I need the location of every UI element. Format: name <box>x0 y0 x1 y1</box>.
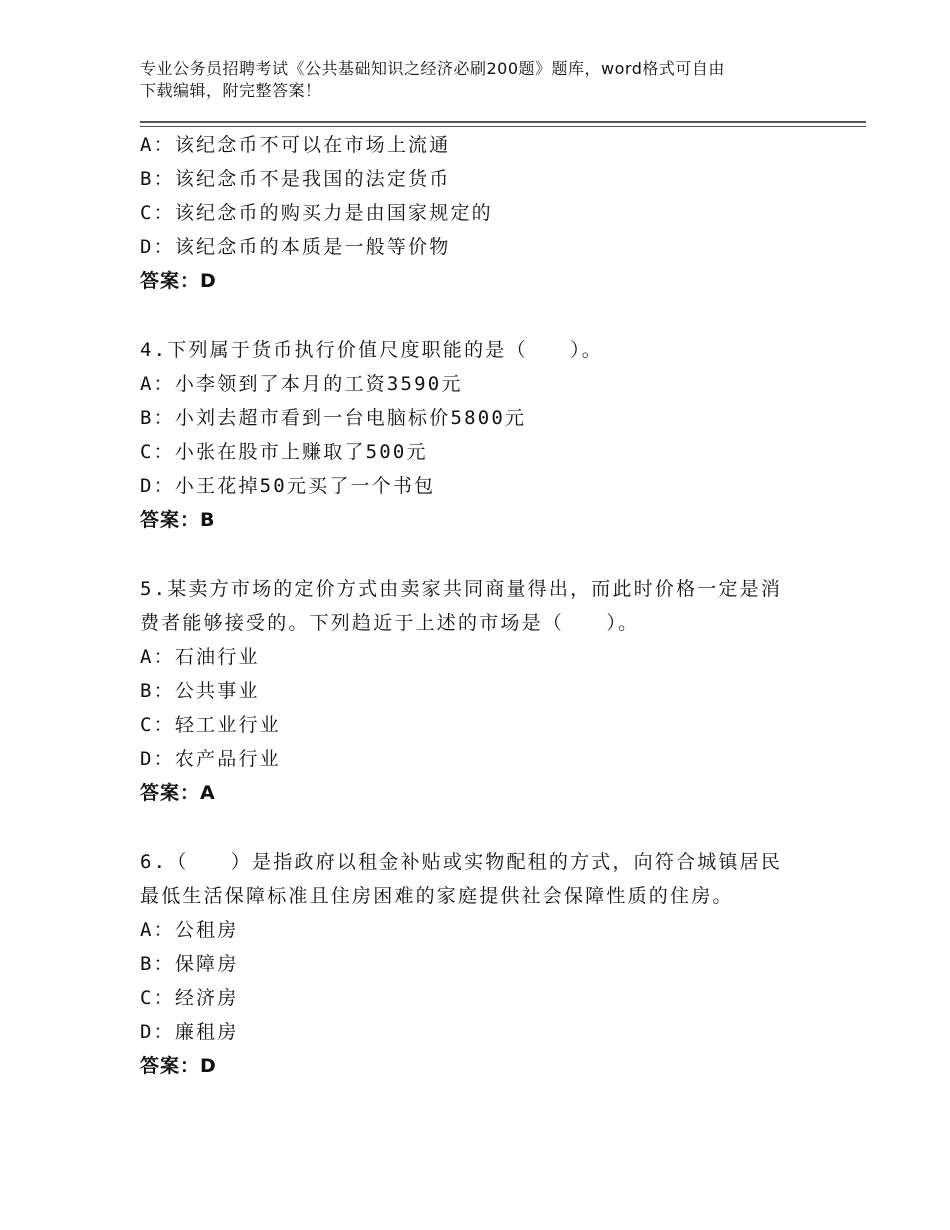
spacer <box>140 537 830 572</box>
spacer <box>140 298 830 333</box>
question-6 <box>140 845 830 1083</box>
header-rule-top <box>140 121 866 123</box>
option-a: A：石油行业 <box>140 646 260 668</box>
option-a: A：小李领到了本月的工资3590元 <box>140 373 463 395</box>
answer-label: 答案：A <box>140 782 216 804</box>
option-b: B：保障房 <box>140 953 239 975</box>
answer-label: 答案：D <box>140 270 217 292</box>
header-rule-bottom <box>140 126 866 127</box>
option-d: D：小王花掉50元买了一个书包 <box>140 475 436 497</box>
option-c: C：经济房 <box>140 987 239 1009</box>
header-line-1: 专业公务员招聘考试《公共基础知识之经济必刷200题》题库，word格式可自由 <box>140 59 725 78</box>
question-list <box>140 128 830 1083</box>
option-c: C：小张在股市上赚取了500元 <box>140 441 428 463</box>
option-c: C：该纪念币的购买力是由国家规定的 <box>140 202 493 224</box>
option-d: D：农产品行业 <box>140 748 281 770</box>
option-b: B：小刘去超市看到一台电脑标价5800元 <box>140 407 527 429</box>
spacer <box>140 810 830 845</box>
option-b: B：该纪念币不是我国的法定货币 <box>140 168 451 190</box>
option-c: C：轻工业行业 <box>140 714 281 736</box>
question-stem-line-2: 费者能够接受的。下列趋近于上述的市场是（ ）。 <box>140 612 640 634</box>
answer-label: 答案：D <box>140 1055 217 1077</box>
question-3 <box>140 128 830 298</box>
option-d: D：廉租房 <box>140 1021 239 1043</box>
header-line-2: 下载编辑，附完整答案！ <box>140 81 322 100</box>
question-stem-line-1: 6.（ ）是指政府以租金补贴或实物配租的方式，向符合城镇居民 <box>140 851 783 873</box>
answer-label: 答案：B <box>140 509 216 531</box>
option-a: A：该纪念币不可以在市场上流通 <box>140 134 451 156</box>
question-stem: 4.下列属于货币执行价值尺度职能的是（ ）。 <box>140 339 603 361</box>
question-5 <box>140 572 830 810</box>
document-header <box>140 58 820 102</box>
question-stem-line-1: 5.某卖方市场的定价方式由卖家共同商量得出，而此时价格一定是消 <box>140 578 783 600</box>
option-a: A：公租房 <box>140 919 239 941</box>
question-4 <box>140 333 830 537</box>
option-d: D：该纪念币的本质是一般等价物 <box>140 236 451 258</box>
question-stem-line-2: 最低生活保障标准且住房困难的家庭提供社会保障性质的住房。 <box>140 885 734 907</box>
option-b: B：公共事业 <box>140 680 260 702</box>
